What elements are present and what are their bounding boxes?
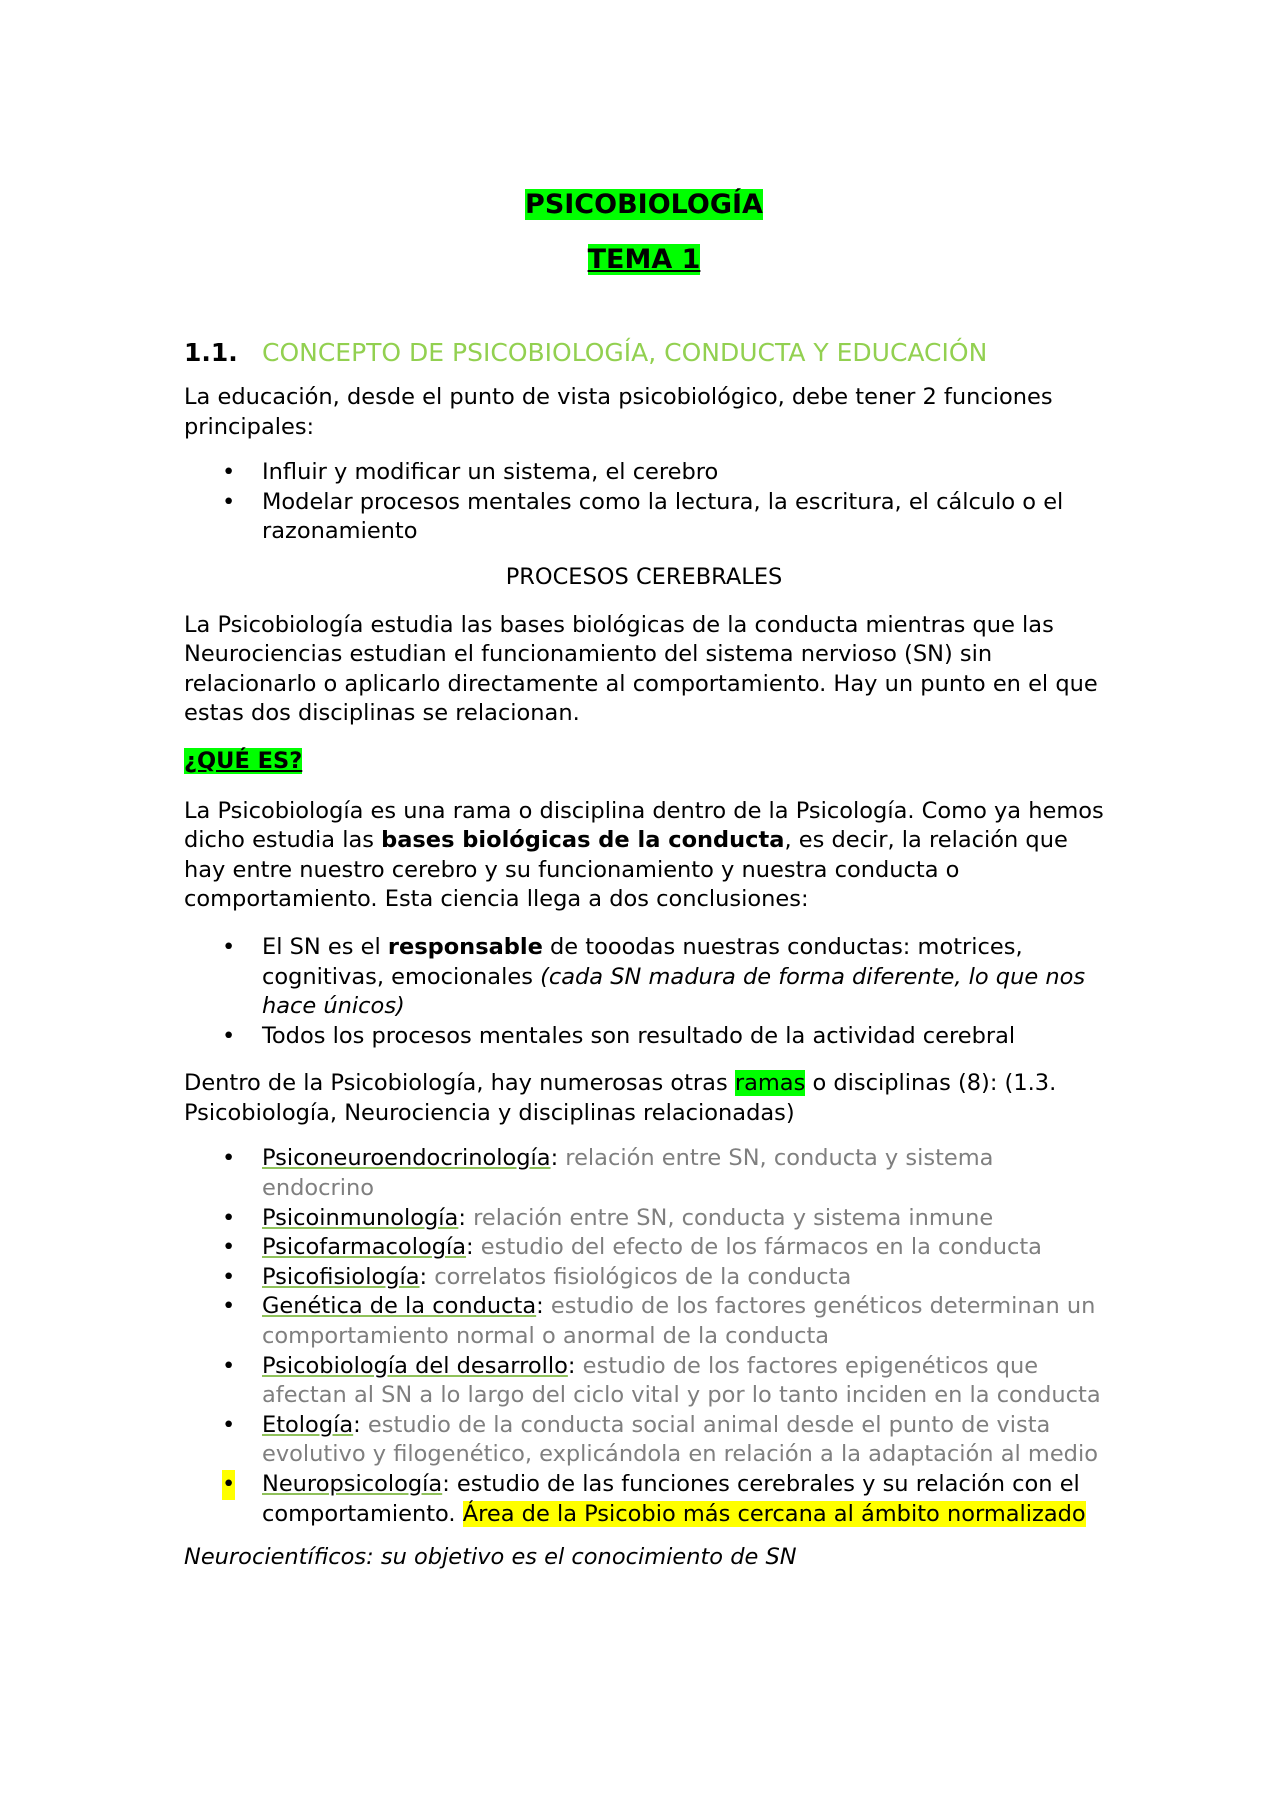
- bullet-icon: •: [222, 459, 236, 486]
- discipline-separator: :: [419, 1263, 428, 1290]
- final-note: Neurocientíficos: su objetivo es el conocimiento de SN: [184, 1544, 797, 1571]
- discipline-desc: estudio de la conducta social animal desde el punto de vista evolutivo y filogenético, explicándola en relación a la adaptación al medio: [262, 1411, 1098, 1468]
- discipline-separator: :: [567, 1352, 576, 1379]
- discipline-desc: estudio del efecto de los fármacos en la conducta: [473, 1234, 1042, 1261]
- subtitle-text: TEMA 1: [587, 244, 701, 275]
- bullet-icon: •: [222, 1263, 236, 1290]
- intro-paragraph: La educación, desde el punto de vista psicobiológico, debe tener 2 funciones principales:: [184, 384, 1053, 440]
- list-item: [184, 488, 1104, 547]
- list-item: [184, 1022, 1104, 1052]
- que-es-text: ¿QUÉ ES?: [184, 747, 303, 774]
- discipline-term: Psicoinmunología: [262, 1204, 459, 1231]
- discipline-term: Neuropsicología: [262, 1471, 443, 1497]
- discipline-desc: relación entre SN, conducta y sistema inmune: [465, 1204, 994, 1231]
- procesos-heading: PROCESOS CEREBRALES: [505, 563, 783, 590]
- discipline-item: [184, 1292, 1104, 1351]
- conclusion-text: Todos los procesos mentales son resultado de la actividad cerebral: [262, 1022, 1016, 1049]
- discipline-item: [184, 1352, 1104, 1411]
- discipline-separator: :: [466, 1234, 474, 1261]
- discipline-desc: relación entre SN, conducta y sistema endocrino: [262, 1145, 994, 1202]
- discipline-term: Psiconeuroendocrinología: [262, 1145, 551, 1172]
- bullet-icon: •: [222, 1145, 236, 1172]
- title-text: PSICOBIOLOGÍA: [525, 189, 763, 220]
- bullet-icon: •: [222, 1411, 236, 1438]
- discipline-desc: estudio de los factores genéticos determinan un comportamiento normal o anormal de la conducta: [262, 1293, 1096, 1350]
- bullet-icon: •: [222, 1022, 236, 1049]
- definition-text: La Psicobiología es una rama o disciplina dentro de la Psicología. Como ya hemos dicho estudia las: [184, 797, 1104, 854]
- list-item: [184, 933, 1104, 1022]
- discipline-separator: :: [458, 1204, 466, 1231]
- conclusion-bold: responsable: [387, 933, 543, 960]
- ramas-paragraph: [184, 1069, 1104, 1128]
- discipline-item: [184, 1144, 1104, 1203]
- definition-paragraph: [184, 797, 1104, 915]
- discipline-desc: correlatos fisiológicos de la conducta: [427, 1263, 852, 1290]
- discipline-term: Psicofisiología: [262, 1263, 420, 1290]
- section-heading: [184, 337, 1104, 369]
- discipline-highlight: Área de la Psicobio más cercana al ámbito normalizado: [462, 1500, 1086, 1527]
- section-title: CONCEPTO DE PSICOBIOLOGÍA, CONDUCTA Y EDUCACIÓN: [262, 338, 988, 367]
- discipline-desc: : estudio de las funciones cerebrales y su relación con el comportamiento.: [262, 1471, 1080, 1527]
- ramas-text: Dentro de la Psicobiología, hay numerosas otras: [184, 1070, 735, 1097]
- discipline-item: [184, 1411, 1104, 1470]
- definition-text-end: , es decir, la relación que hay entre nuestro cerebro y su funcionamiento y nuestra conducta o comportamiento. Esta ciencia llega a dos conclusiones:: [184, 827, 1068, 913]
- conclusion-text-end: de tooodas nuestras conductas: motrices, cognitivas, emocionales: [262, 933, 1023, 990]
- definition-bold: bases biológicas de la conducta: [381, 827, 785, 854]
- conclusions-list: [184, 933, 1104, 1051]
- neuro-paragraph: La Psicobiología estudia las bases biológicas de la conducta mientras que las Neurociencias estudian el funcionamiento del sistema nervioso (SN) sin relacionarlo o aplicarlo directamente al comportamiento. Hay un punto en el que estas dos disciplinas se relacionan.: [184, 611, 1098, 727]
- discipline-separator: :: [536, 1293, 544, 1320]
- list-item: [184, 458, 1104, 488]
- que-es-heading: [184, 747, 1104, 777]
- discipline-term: Genética de la conducta: [262, 1293, 537, 1320]
- bullet-icon: •: [222, 1470, 235, 1500]
- bullet-icon: •: [222, 488, 236, 515]
- discipline-term: Psicofarmacología: [262, 1234, 467, 1261]
- discipline-item: [184, 1233, 1104, 1263]
- discipline-item: [184, 1470, 1104, 1529]
- section-number: 1.1.: [184, 338, 238, 367]
- document-title: [184, 188, 1104, 222]
- bullet-icon: •: [222, 1234, 236, 1261]
- discipline-separator: :: [353, 1411, 361, 1438]
- discipline-desc: estudio de los factores epigenéticos que afectan al SN a lo largo del ciclo vital y por lo tanto inciden en la conducta: [262, 1352, 1101, 1409]
- discipline-term: Psicobiología del desarrollo: [262, 1352, 568, 1379]
- function-text: Influir y modificar un sistema, el cerebro: [262, 459, 719, 486]
- discipline-separator: :: [550, 1145, 559, 1172]
- document-body: [184, 150, 1104, 1573]
- bullet-icon: •: [222, 1352, 236, 1379]
- disciplines-list: [184, 1144, 1104, 1529]
- discipline-item: [184, 1204, 1104, 1234]
- functions-list: [184, 458, 1104, 547]
- discipline-term: Etología: [262, 1411, 354, 1438]
- ramas-highlight: ramas: [734, 1070, 806, 1097]
- conclusion-text: El SN es el: [262, 933, 388, 960]
- conclusion-italic: (cada SN madura de forma diferente, lo que nos hace únicos): [262, 963, 1086, 1020]
- bullet-icon: •: [222, 933, 236, 960]
- function-text: Modelar procesos mentales como la lectura, la escritura, el cálculo o el razonamiento: [262, 488, 1064, 545]
- bullet-icon: •: [222, 1293, 236, 1320]
- document-subtitle: [184, 243, 1104, 277]
- discipline-item: [184, 1263, 1104, 1293]
- bullet-icon: •: [222, 1204, 236, 1231]
- ramas-text-end: o disciplinas (8): (1.3. Psicobiología, Neurociencia y disciplinas relacionadas): [184, 1070, 1057, 1126]
